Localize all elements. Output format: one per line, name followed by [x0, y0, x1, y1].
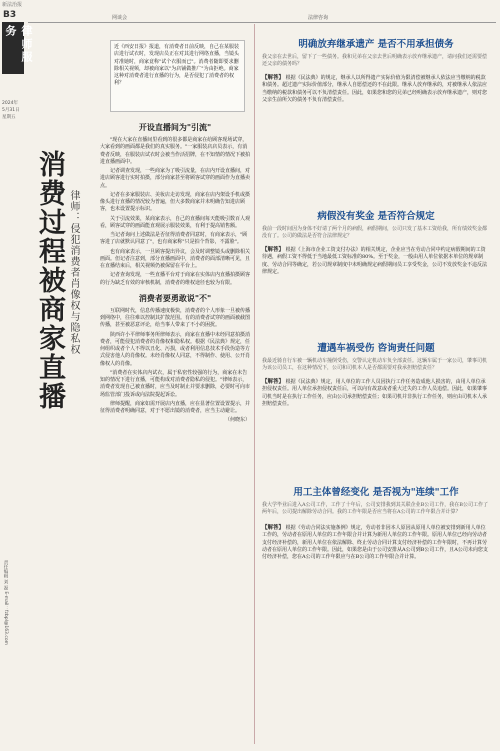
section-title-vertical: 律师服务: [2, 22, 24, 74]
editor-label: 责任编辑: [3, 560, 8, 578]
qa3-answer: 根据《民法典》规定，用人单位的工作人员因执行工作任务造成他人损害的，由用人单位承担侵权责任。用人单位承担侵权责任后，可以向有故意或者重大过失的工作人员追偿。因此，如果肇事司机当时是在执行工作任务，应由公司承担赔偿责任；如果司机并非执行工作任务，则应由司机本人承担赔偿责任。: [262, 378, 488, 407]
feature-headline: 消费过程被商家直播: [34, 150, 65, 411]
section-tag-left: 网谈会: [112, 15, 128, 21]
qa2-answer: 根据《上海市企业工资支付办法》的相关规定，企业应当在劳动合同中约定病假期间的工资待遇，病假工资不得低于当地最低工资标准的80%。至于奖金，一般由用人单位依据本单位的规章制度、劳动合同等确定，若公司规章制度中未明确规定病假期间员工享受奖金，公司不发放奖金不违反法律规定。: [262, 246, 488, 275]
qa-block-4: [258, 484, 494, 739]
qa1-title: 明确放弃继承遗产 是否不用承担债务: [298, 39, 454, 50]
qa3-title: 遭遇车祸受伤 咨询责任问题: [317, 343, 435, 354]
qa-block-3: [258, 340, 494, 475]
qa2-answer-label: 【解答】: [262, 246, 285, 253]
feature-sec2-body: 互联网时代，信息传播速度极快，消费者的个人形象一旦被传播到网络中，往往难以控制其扩散范围。有的消费者试穿的画面被截图传播，甚至被恶意评论，给当事人带来了不小的困扰。 陕西许小平律师事务所律师表示，商家在直播中未经同意拍摄消费者，可能侵犯消费者的肖像权和隐私权。根据《民法典》规定，任何组织或者个人不得以丑化、污损，或者利用信息技术手段伪造等方式侵害他人的肖像权。未经肖像权人同意，不得制作、使用、公开肖像权人的肖像。 "消费者在实体店内试衣，属于私密性较强的行为，商家在未告知的情况下进行直播，可能构成对消费者隐私的侵犯。"律师表示，消费者发现自己被直播时，应当及时制止并要求删除，必要时可向市场监管部门投诉或向法院提起诉讼。 律师提醒，商家如需开展店内直播，应在显著位置设置提示，并征得消费者明确同意，对于不愿出镜的消费者，应当主动避让。: [100, 307, 250, 414]
qa-block-1: [258, 36, 494, 206]
section-tag-right: 法律咨询: [308, 15, 329, 21]
feature-body-col: [100, 120, 250, 715]
qa4-title: 用工主体曾经变化 是否视为"连续"工作: [293, 487, 459, 498]
qa2-title: 病假没有奖金 是否符合规定: [317, 211, 435, 222]
qa3-question: 我最近骑自行车被一辆机动车撞倒受伤，交警认定机动车负全部责任。这辆车属于一家公司，肇事司机为该公司员工，在这种情况下，公司和司机本人是否都需要对我承担赔偿责任？: [262, 358, 488, 372]
feature-sec2-title: 消费者要勇敢说"不": [138, 293, 212, 303]
feature-subhead: 律师：侵犯消费者肖像权与隐私权: [68, 190, 79, 355]
qa1-question: 我父亲在去世后，留下了一些债务。我和兄弟在父亲去世后明确表示放弃继承遗产，请问我们还需要偿还父亲的债务吗？: [262, 54, 488, 68]
editor-email: E-mail：fzbpl@163.com: [3, 591, 8, 645]
qa1-answer-label: 【解答】: [262, 74, 285, 81]
top-rule: [28, 22, 496, 23]
qa4-answer-label: 【解答】: [262, 524, 285, 531]
qa1-answer: 根据《民法典》的规定，继承人以所得遗产实际价值为限清偿被继承人依法应当缴纳的税款和债务。超过遗产实际价值部分，继承人自愿偿还的不在此限。继承人放弃继承的，对被继承人依法应当缴纳的税款和债务可以不负清偿责任。因此，如果您和您的兄弟已经明确表示放弃继承遗产，则对您父亲生前所欠的债务不负有清偿责任。: [262, 74, 488, 103]
feature-byline: （何晓东）: [224, 417, 250, 424]
column-divider: [254, 24, 255, 744]
feature-intro: 近《西安日报》报道，有消费者日前反映，自己在某服装店进行试衣时，发现店员正在对其进行网络直播，当镜头对准她时，商家竟称"试个衣服而已"。消费者随即要求删除相关视频，却被商家以"为店铺做推广"为由拒绝。商家这种对消费者进行直播的行为，是否侵犯了消费者的权利？: [110, 40, 245, 112]
qa3-answer-label: 【解答】: [262, 378, 285, 385]
qa2-question: 我前一段时间因为身体不好请了两个月的病假，病假期间，公司只发了基本工资给我，所有绩效奖金都没有了。公司的做法是否符合法律规定？: [262, 226, 488, 240]
paper-name: 新法治报: [2, 2, 23, 8]
issue-date: 2024年 5月31日 星期五: [2, 101, 20, 121]
editor-name: 刘 磊: [3, 579, 8, 590]
editor-strip: [2, 560, 24, 740]
qa4-question: 我大学毕业后进入A公司工作，工作了十年后，公司安排我到其关联企业B公司工作，我在B公司工作了两年后，公司提出解除劳动合同。我的工作年限是否应当将在A公司的工作年限合并计算？: [262, 502, 488, 516]
qa4-answer: 根据《劳动合同法实施条例》规定，劳动者非因本人原因从原用人单位被安排到新用人单位工作的，劳动者在原用人单位的工作年限合并计算为新用人单位的工作年限。原用人单位已经向劳动者支付经济补偿的，新用人单位在依法解除、终止劳动合同计算支付经济补偿的工作年限时，不再计算劳动者在原用人单位的工作年限。因此，如果您是由于公司安排从A公司到B公司工作，且A公司未向您支付经济补偿，您在A公司的工作年限应与在B公司的工作年限合并计算。: [262, 524, 488, 561]
qa-block-2: [258, 208, 494, 326]
feature-sec1-title: 开设直播间为"引流": [138, 123, 212, 132]
page-number: B3: [3, 10, 17, 20]
feature-sec1-body: "现在大家在直播间里看到的很多都是商家在给顾客现场试穿，大家看到的画面都是我们的真实服务。"一家服装店店员表示，有消费者反映，在服装店试衣时会被当作活招牌，在不知情的情况下被拍进直播画面中。 记者调查发现，一些商家为了吸引流量，在店内开设直播间，对进店顾客进行实时拍摄，部分商家甚至将顾客试穿的画面作为直播卖点。 记者在多家服装店、美妆店走访发现，商家在店内架设手机或摄像头进行直播的情况较为普遍，但大多数商家并未明确告知进店顾客，也未设置提示标识。 关于引流效果，某商家表示，自己的直播间每天能吸引数百人观看，顾客试穿的画面能直观展示服装效果，有利于提高销售额。 当记者询问上述做法是否征得消费者同意时，有商家表示，"顾客进了店就默认同意了"，也有商家称"只是拍个背影，不露脸"。 也有商家表示，一旦顾客提出异议，会及时调整镜头或删除相关画面。但记者注意到，部分直播画面中，消费者的面部清晰可见，且在直播结束后，相关视频仍被保留在平台上。 记者查询发现，一些直播平台对于商家在实体店内直播拍摄顾客的行为缺乏有效的审核机制，消费者的维权途径也较为有限。: [100, 137, 250, 286]
